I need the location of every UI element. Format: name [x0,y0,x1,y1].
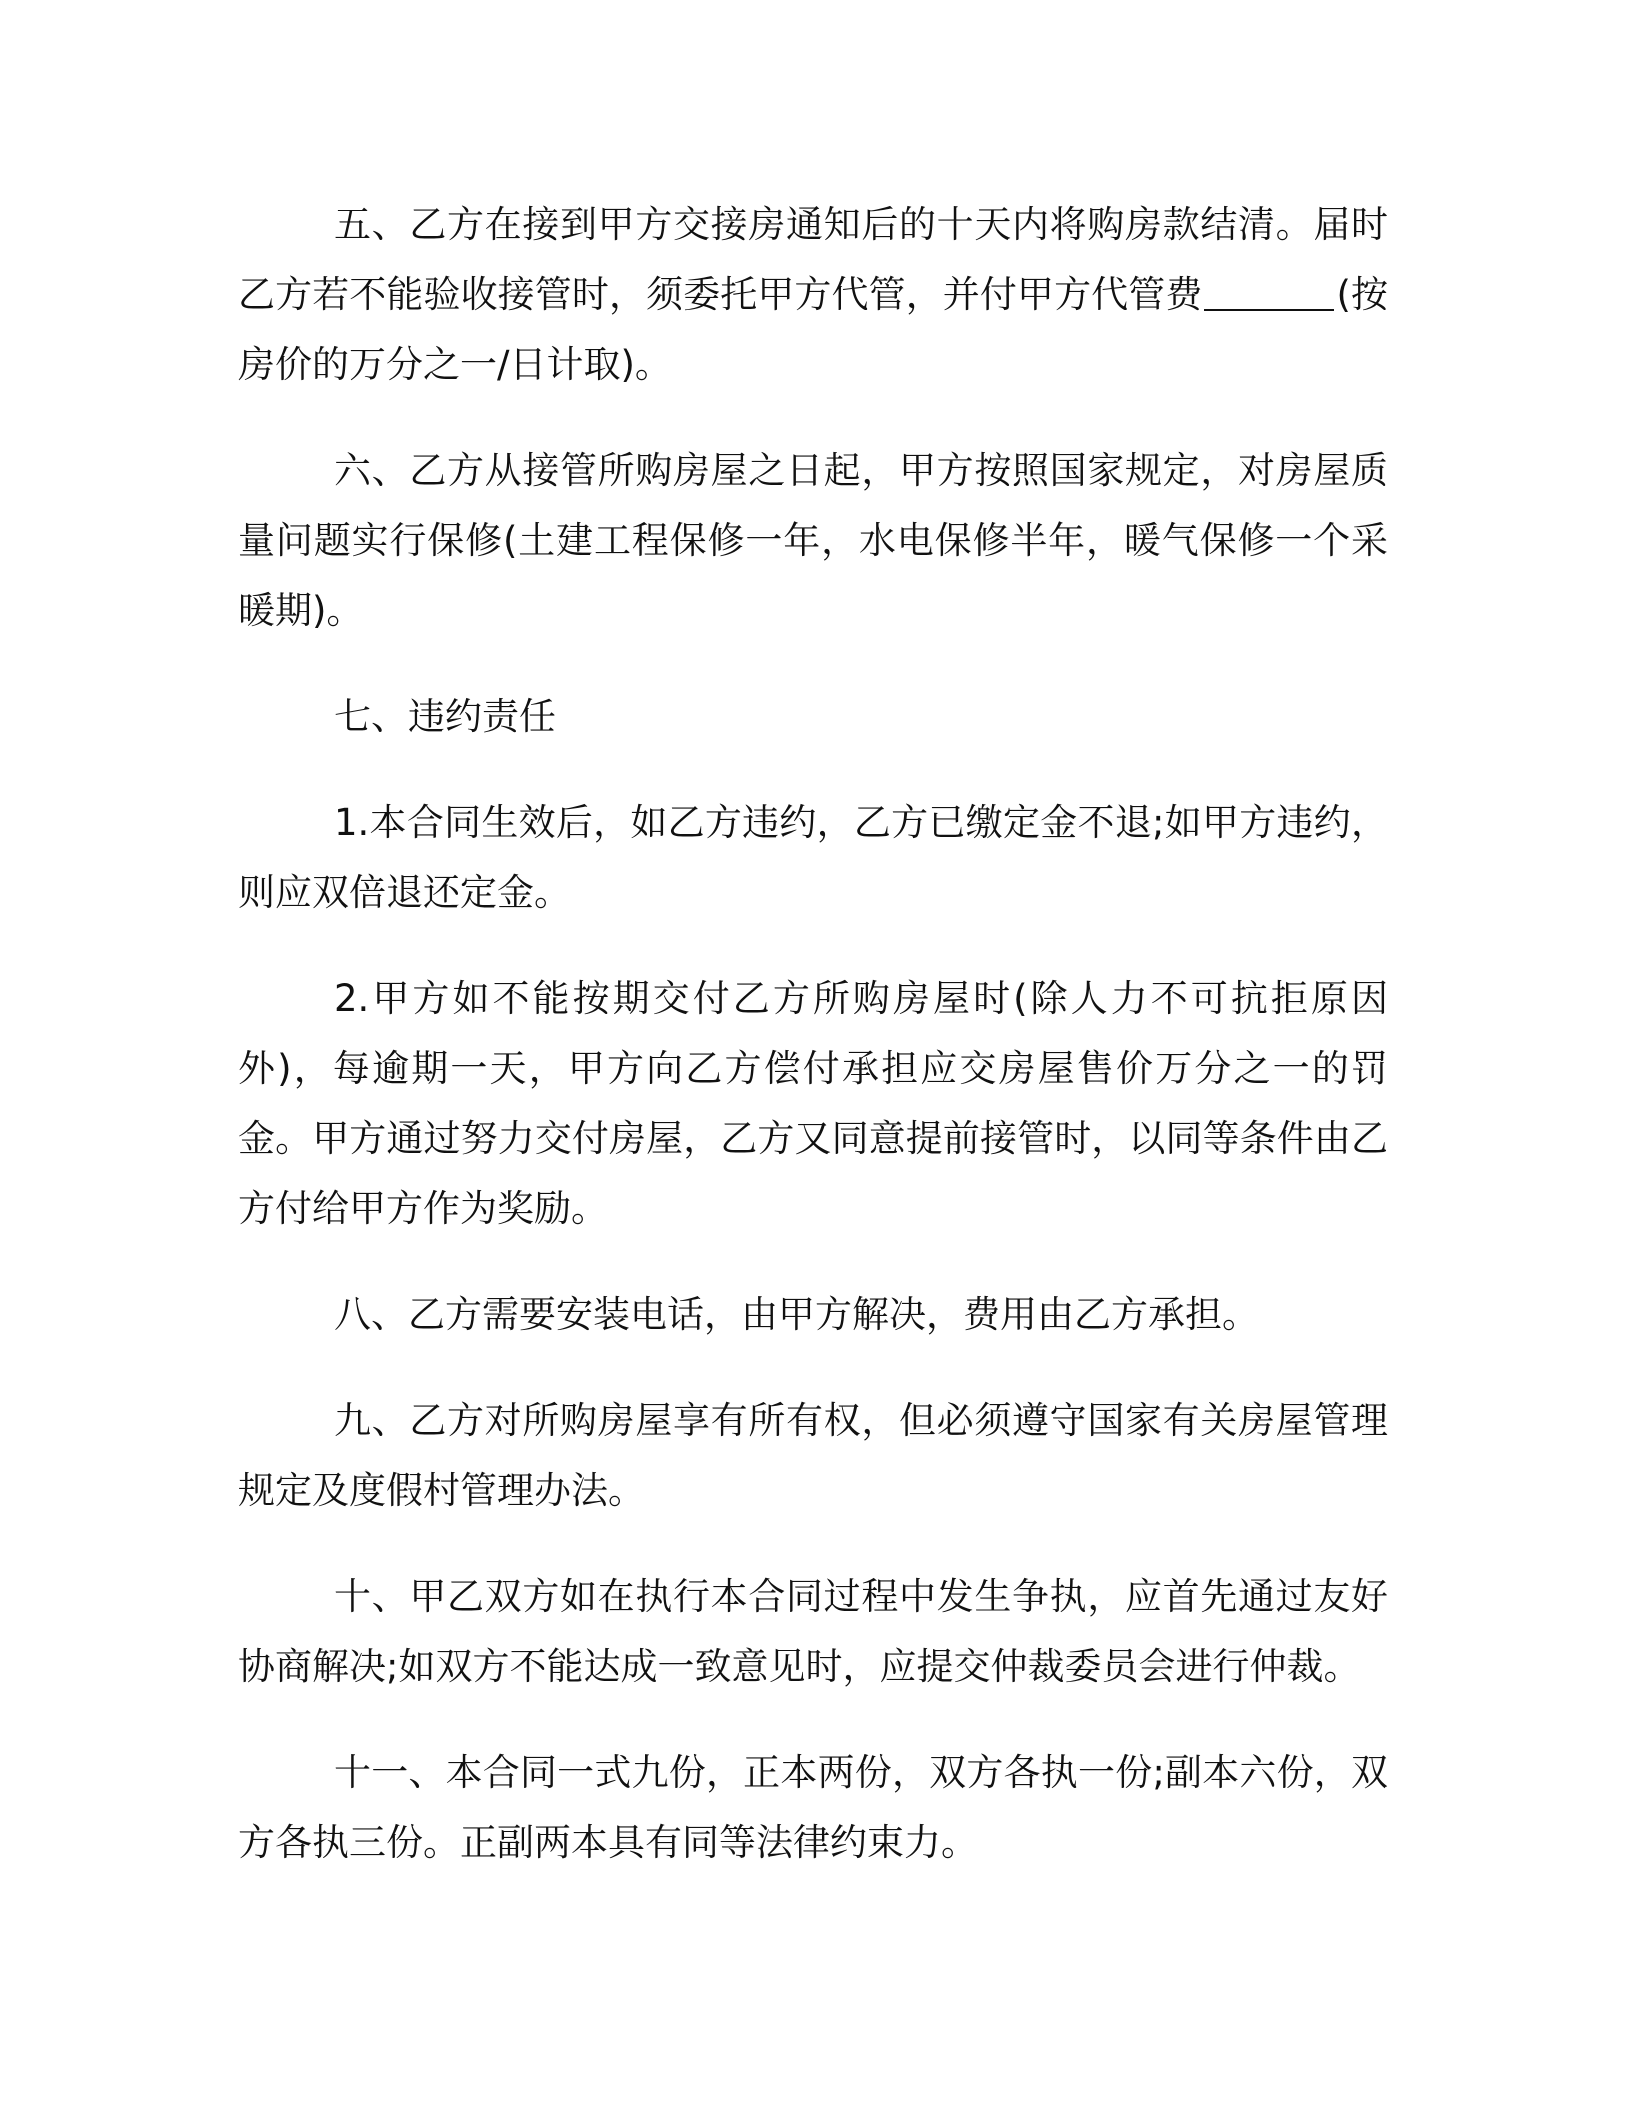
clause-5-text-after: (按房价的万分之一/日计取)。 [238,273,1388,386]
clause-5 [238,190,1388,400]
clause-7-heading: 七、违约责任 [334,695,556,738]
clause-7-item-2: 2.甲方如不能按期交付乙方所购房屋时(除人力不可抗拒原因外)，每逾期一天，甲方向乙方偿付承担应交房屋售价万分之一的罚金。甲方通过努力交付房屋，乙方又同意提前接管时，以同等条件由乙方付给甲方作为奖励。 [238,977,1388,1230]
document-body [238,190,1388,1914]
clause-10: 十、甲乙双方如在执行本合同过程中发生争执，应首先通过友好协商解决;如双方不能达成一致意见时，应提交仲裁委员会进行仲裁。 [238,1575,1388,1688]
clause-8: 八、乙方需要安装电话，由甲方解决，费用由乙方承担。 [334,1293,1259,1336]
clause-6: 六、乙方从接管所购房屋之日起，甲方按照国家规定，对房屋质量问题实行保修(土建工程保修一年，水电保修半年，暖气保修一个采暖期)。 [238,449,1388,632]
fee-blank-field [1204,273,1334,311]
clause-7-item-1: 1.本合同生效后，如乙方违约，乙方已缴定金不退;如甲方违约，则应双倍退还定金。 [238,801,1388,914]
clause-5-text: 五、乙方在接到甲方交接房通知后的十天内将购房款结清。届时乙方若不能验收接管时，须委托甲方代管，并付甲方代管费 [238,203,1388,316]
clause-9: 九、乙方对所购房屋享有所有权，但必须遵守国家有关房屋管理规定及度假村管理办法。 [238,1399,1388,1512]
clause-11: 十一、本合同一式九份，正本两份，双方各执一份;副本六份，双方各执三份。正副两本具有同等法律约束力。 [238,1751,1388,1864]
